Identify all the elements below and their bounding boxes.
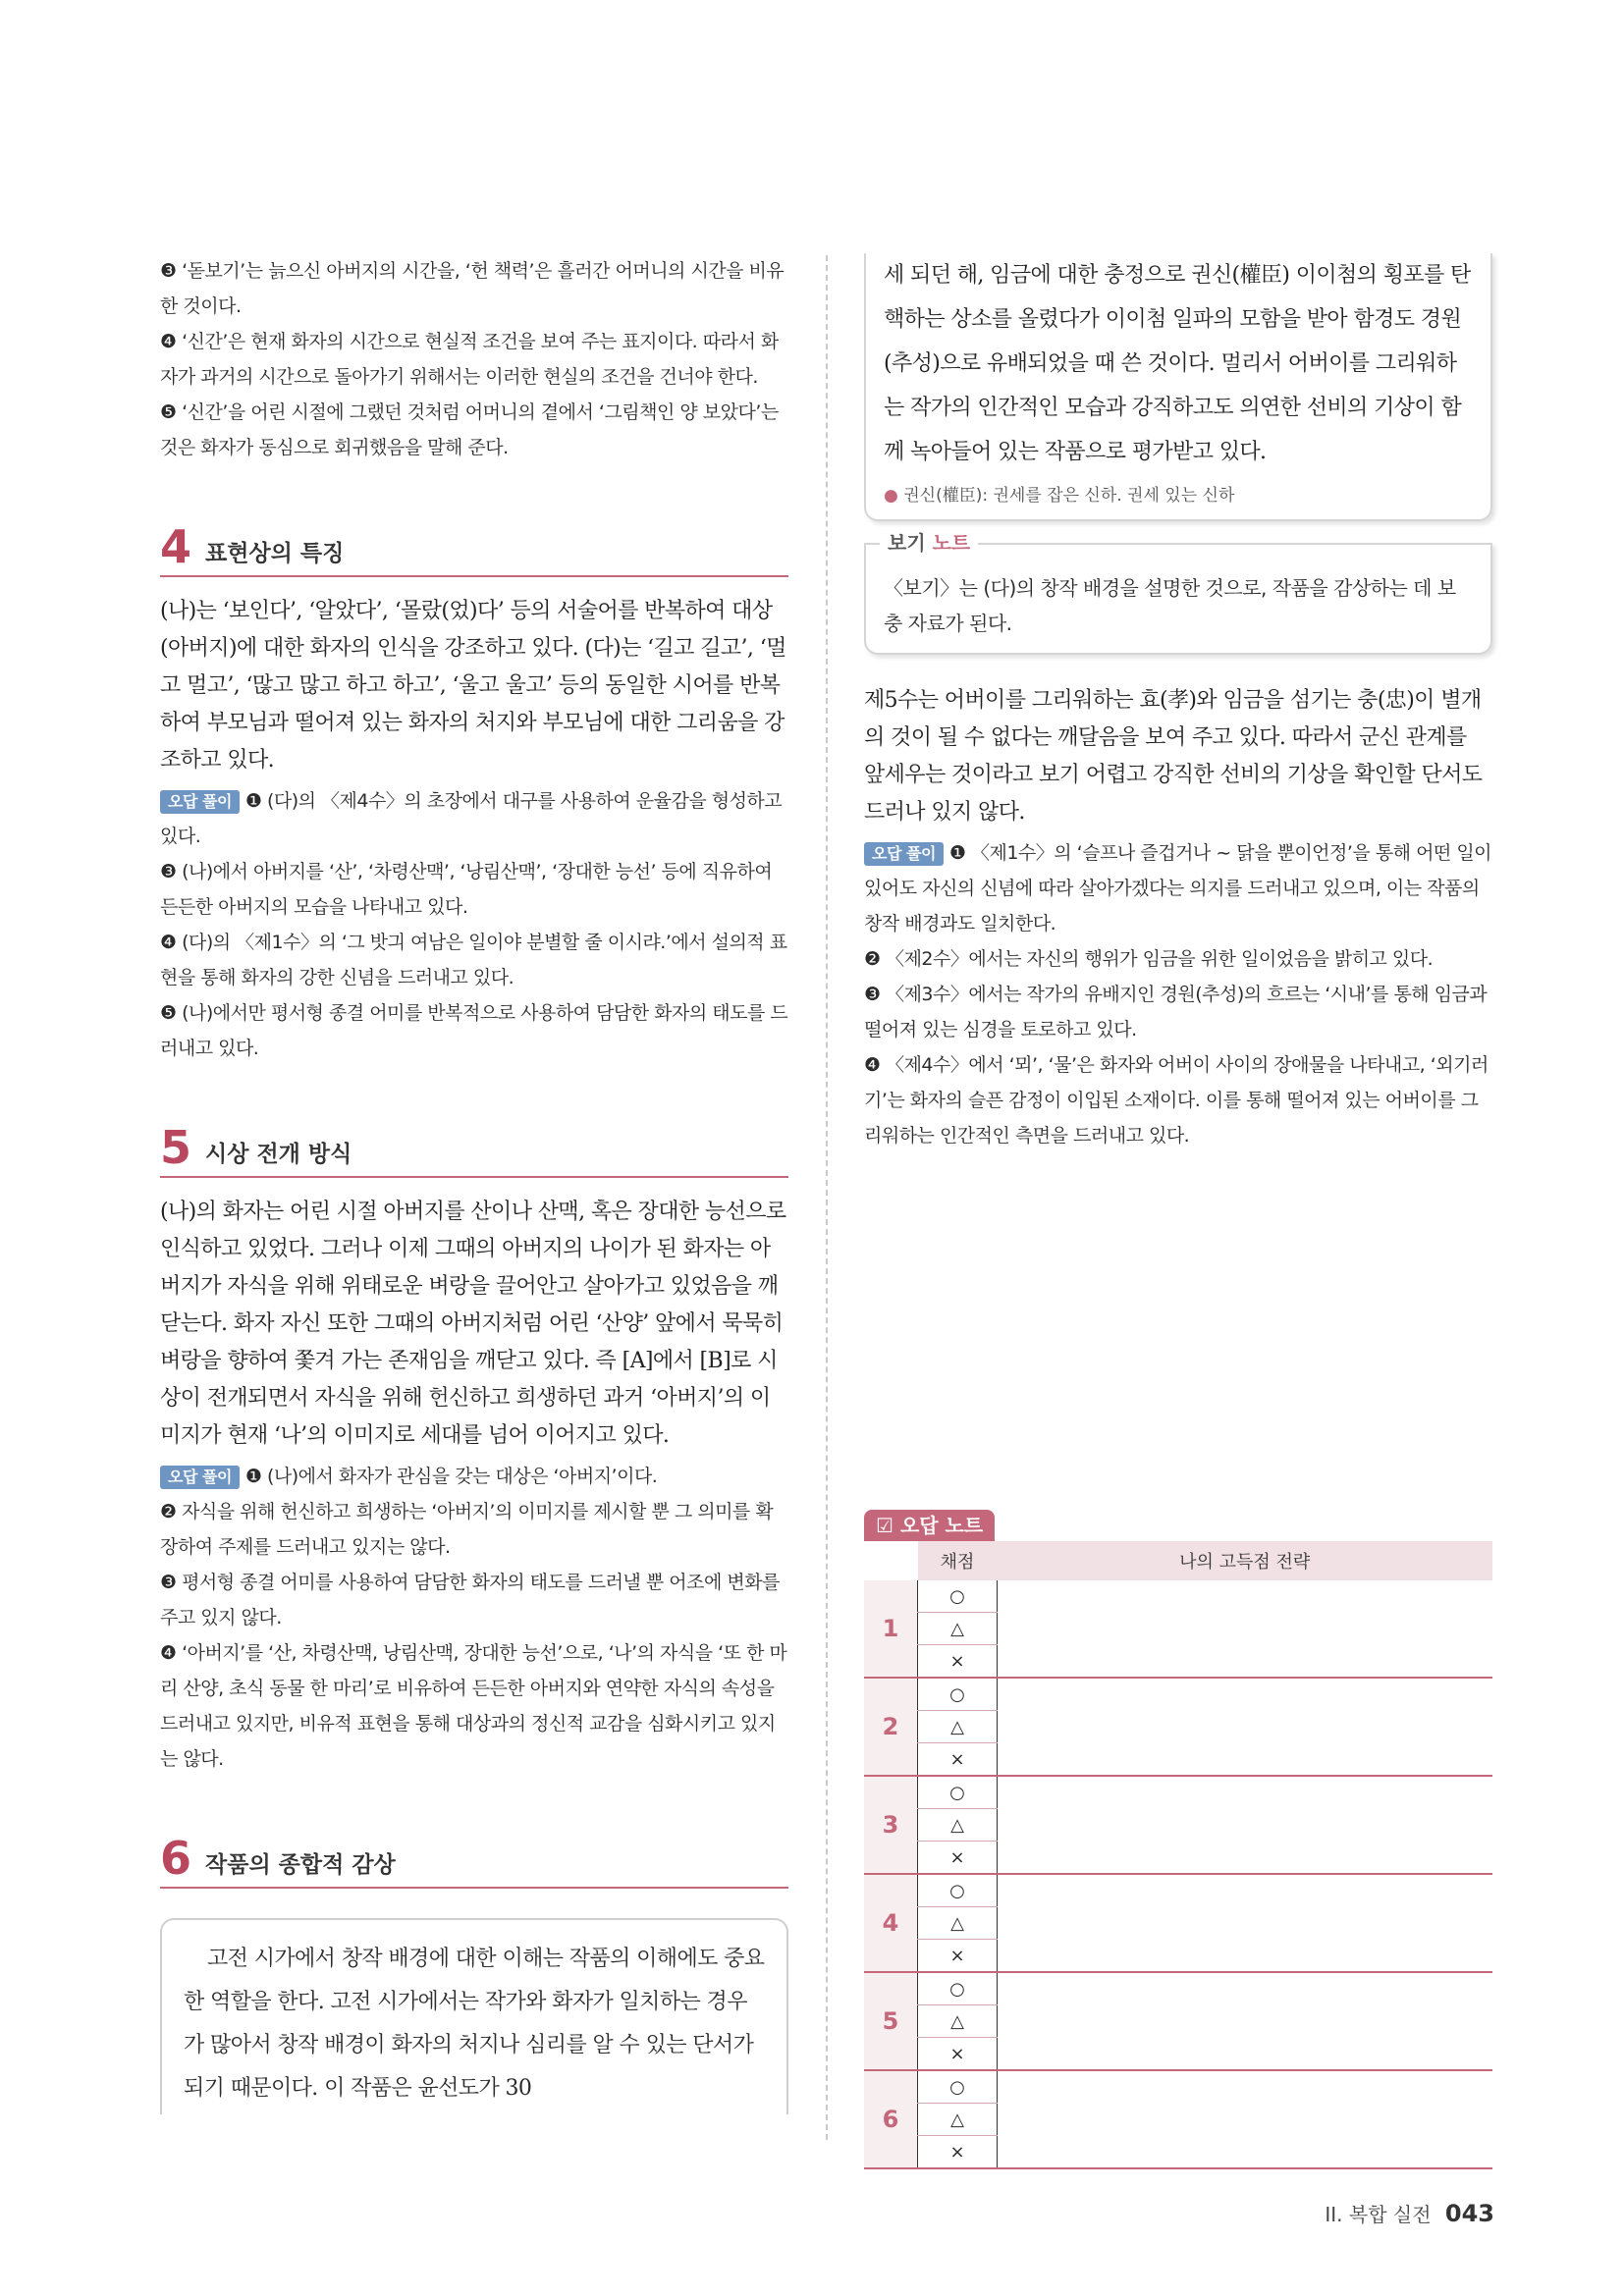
strategy-cell[interactable] (998, 2070, 1493, 2168)
strategy-header: 나의 고득점 전략 (998, 1541, 1493, 1580)
note-label-b: 노트 (932, 531, 971, 555)
wrong-note-tag-text: 오답 노트 (899, 1514, 984, 1537)
score-mark[interactable]: △ (918, 1711, 998, 1743)
score-mark[interactable]: △ (918, 2005, 998, 2038)
score-mark[interactable]: ○ (918, 1874, 998, 1907)
section-5-wrong-4: ❹ ‘아버지’를 ‘산, 차령산맥, 낭림산맥, 장대한 능선’으로, ‘나’의 자식을 ‘또 한 마리 산양, 초식 동물 한 마리’로 비유하여 든든한 아버지와 연약한 자식의 속성을 드러내고 있지만, 비유적 표현을 통해 대상과의 정신적 교감을 심화시키고 있지는 않다. (160, 1642, 787, 1770)
wrong-answer-note (864, 1510, 1492, 2169)
score-mark[interactable]: × (918, 2038, 998, 2071)
left-column (160, 253, 788, 2114)
section-5-title: 시상 전개 방식 (205, 1142, 352, 1167)
section-5-body: (나)의 화자는 어린 시절 아버지를 산이나 산맥, 혹은 장대한 능선으로 인식하고 있었다. 그러나 이제 그때의 아버지의 나이가 된 화자는 아버지가 자식을 위해 위태로운 벼랑을 끌어안고 살아가고 있었음을 깨닫는다. 화자 자신 또한 그때의 아버지처럼 어린 ‘산양’ 앞에서 묵묵히 벼랑을 향하여 쫓겨 가는 존재임을 깨닫고 있다. 즉 [A]에서 [B]로 시상이 전개되면서 자식을 위해 헌신하고 희생하던 과거 ‘아버지’의 이미지가 현재 ‘나’의 이미지로 세대를 넘어 이어지고 있다. (160, 1200, 786, 1448)
check-icon: ☑ (876, 1514, 900, 1537)
section-6-title: 작품의 종합적 감상 (205, 1852, 396, 1878)
score-mark[interactable]: ○ (918, 1678, 998, 1711)
score-mark[interactable]: △ (918, 1907, 998, 1940)
section-4-wrong-1-text: ❶ (다)의 〈제4수〉의 초장에서 대구를 사용하여 운율감을 형성하고 있다. (160, 790, 783, 847)
section-4-wrong-5: ❺ (나)에서만 평서형 종결 어미를 반복적으로 사용하여 담담한 화자의 태도를 드러내고 있다. (160, 1002, 788, 1059)
strategy-cell[interactable] (998, 1972, 1493, 2070)
score-mark[interactable]: × (918, 2136, 998, 2169)
analysis-wrong-4: ❹ 〈제4수〉에서 ‘뫼’, ‘물’은 화자와 어버이 사이의 장애물을 나타내고, ‘외기러기’는 화자의 슬픈 감정이 이입된 소재이다. 이를 통해 떨어져 있는 어버이를 그리워하는 인간적인 측면을 드러내고 있다. (864, 1054, 1489, 1147)
question-number: 6 (864, 2070, 918, 2168)
section-4-number: 4 (160, 520, 192, 573)
left-item-4: ❹ ‘신간’은 현재 화자의 시간으로 현실적 조건을 보여 주는 표지이다. 따라서 화자가 과거의 시간으로 돌아가기 위해서는 이러한 현실의 조건을 건너야 한다. (160, 331, 779, 388)
strategy-cell[interactable] (998, 1678, 1493, 1776)
strategy-cell[interactable] (998, 1580, 1493, 1678)
question-number: 2 (864, 1678, 918, 1776)
right-column (864, 253, 1492, 1153)
section-5-wrong-1-text: ❶ (나)에서 화자가 관심을 갖는 대상은 ‘아버지’이다. (244, 1466, 658, 1487)
question-number: 4 (864, 1874, 918, 1972)
synthesis-box (160, 1918, 788, 2114)
analysis-wrong-1 (864, 835, 1492, 941)
analysis-wrong-2: ❷ 〈제2수〉에서는 자신의 행위가 임금을 위한 일이었음을 밝히고 있다. (864, 948, 1434, 970)
wrong-answer-badge: 오답 풀이 (160, 790, 240, 814)
score-table (864, 1541, 1492, 2169)
wrong-note-tag (864, 1510, 995, 1541)
left-item-5: ❺ ‘신간’을 어린 시절에 그랬던 것처럼 어머니의 곁에서 ‘그림책인 양 보았다’는 것은 화자가 동심으로 회귀했음을 말해 준다. (160, 401, 779, 458)
section-6-number: 6 (160, 1832, 192, 1885)
section-6-header (160, 1832, 788, 1889)
section-5-wrong-1 (160, 1459, 788, 1494)
analysis-wrong-1-text: ❶ 〈제1수〉의 ‘슬프나 즐겁거나 ~ 닭을 뿐이언정’을 통해 어떤 일이 있어도 자신의 신념에 따라 살아가겠다는 의지를 드러내고 있으며, 이는 작품의 창작 배경과도 일치한다. (864, 842, 1492, 934)
score-mark[interactable]: ○ (918, 1972, 998, 2005)
strategy-cell[interactable] (998, 1776, 1493, 1874)
section-4-header (160, 520, 788, 577)
note-label-a: 보기 (888, 531, 926, 555)
section-4-body: (나)는 ‘보인다’, ‘알았다’, ‘몰랐(었)다’ 등의 서술어를 반복하여 대상(아버지)에 대한 화자의 인식을 강조하고 있다. (다)는 ‘길고 길고’, ‘멀고 멀고’, ‘많고 많고 하고 하고’, ‘울고 울고’ 등의 동일한 시어를 반복하여 부모님과 떨어져 있는 화자의 처지와 부모님에 대한 그리움을 강조하고 있다. (160, 599, 786, 773)
section-5-header (160, 1121, 788, 1178)
section-4-wrong-3: ❸ (나)에서 아버지를 ‘산’, ‘차령산맥’, ‘낭림산맥’, ‘장대한 능선’ 등에 직유하여 든든한 아버지의 모습을 나타내고 있다. (160, 861, 773, 918)
section-6-body: 고전 시가에서 창작 배경에 대한 이해는 작품의 이해에도 중요한 역할을 한다. 고전 시가에서는 작가와 화자가 일치하는 경우가 많아서 창작 배경이 화자의 처지나 심리를 알 수 있는 단서가 되기 때문이다. 이 작품은 윤선도가 30 (184, 1947, 765, 2101)
score-mark[interactable]: △ (918, 1809, 998, 1842)
section-4-wrong-4: ❹ (다)의 〈제1수〉의 ‘그 밧긔 여남은 일이야 분별할 줄 이시랴.’에서 설의적 표현을 통해 화자의 강한 신념을 드러내고 있다. (160, 932, 787, 988)
wrong-answer-badge: 오답 풀이 (864, 842, 944, 866)
question-number: 1 (864, 1580, 918, 1678)
section-5-wrong-2: ❷ 자식을 위해 헌신하고 희생하는 ‘아버지’의 이미지를 제시할 뿐 그 의미를 확장하여 주제를 드러내고 있지는 않다. (160, 1501, 774, 1558)
score-mark[interactable]: ○ (918, 2070, 998, 2104)
score-mark[interactable]: × (918, 1645, 998, 1679)
wrong-answer-badge: 오답 풀이 (160, 1466, 240, 1489)
score-mark[interactable]: × (918, 1940, 998, 1973)
score-mark[interactable]: ○ (918, 1776, 998, 1809)
question-number: 3 (864, 1776, 918, 1874)
section-5-wrong-3: ❸ 평서형 종결 어미를 사용하여 담담한 화자의 태도를 드러낼 뿐 어조에 변화를 주고 있지 않다. (160, 1572, 780, 1629)
strategy-cell[interactable] (998, 1874, 1493, 1972)
score-table-body (864, 1580, 1492, 2168)
score-mark[interactable]: × (918, 1842, 998, 1875)
analysis-wrong-3: ❸ 〈제3수〉에서는 작가의 유배지인 경원(추성)의 흐르는 ‘시내’를 통해 임금과 떨어져 있는 심경을 토로하고 있다. (864, 984, 1488, 1041)
section-4-title: 표현상의 특징 (205, 541, 345, 566)
page-number: 043 (1444, 2200, 1494, 2227)
footer-section: II. 복합 실전 (1325, 2203, 1432, 2226)
bogi-note-text: 〈보기〉는 (다)의 창작 배경을 설명한 것으로, 작품을 감상하는 데 보충 자료가 된다. (884, 576, 1456, 635)
score-mark[interactable]: × (918, 1743, 998, 1777)
analysis-body: 제5수는 어버이를 그리워하는 효(孝)와 임금을 섬기는 충(忠)이 별개의 것이 될 수 없다는 깨달음을 보여 주고 있다. 따라서 군신 관계를 앞세우는 것이라고 보기 어렵고 강직한 선비의 기상을 확인할 단서도 드러나 있지 않다. (864, 688, 1483, 825)
page-footer (1325, 2199, 1494, 2227)
score-header: 채점 (918, 1541, 998, 1580)
bullet-icon: ● (884, 486, 904, 506)
passage-text: 세 되던 해, 임금에 대한 충정으로 권신(權臣) 이이첨의 횡포를 탄핵하는 상소를 올렸다가 이이첨 일파의 모함을 받아 함경도 경원(추성)으로 유배되었을 때 쓴 것이다. 멀리서 어버이를 그리워하는 작가의 인간적인 모습과 강직하고도 의연한 선비의 기상이 함께 녹아들어 있는 작품으로 평가받고 있다. (884, 263, 1471, 464)
section-5-number: 5 (160, 1121, 192, 1174)
blank-header (864, 1541, 918, 1580)
score-mark[interactable]: △ (918, 2104, 998, 2136)
column-divider (826, 255, 828, 2140)
gloss-note (884, 482, 1473, 509)
score-mark[interactable]: ○ (918, 1580, 998, 1613)
gloss-text: 권신(權臣): 권세를 잡은 신하. 권세 있는 신하 (903, 486, 1235, 506)
section-4-wrong-1 (160, 783, 788, 854)
bogi-note-box (864, 531, 1492, 655)
left-item-3: ❸ ‘돋보기’는 늙으신 아버지의 시간을, ‘헌 책력’은 흘러간 어머니의 시간을 비유한 것이다. (160, 260, 785, 317)
score-mark[interactable]: △ (918, 1613, 998, 1645)
passage-box (864, 253, 1492, 521)
bogi-note-label (880, 527, 978, 556)
question-number: 5 (864, 1972, 918, 2070)
